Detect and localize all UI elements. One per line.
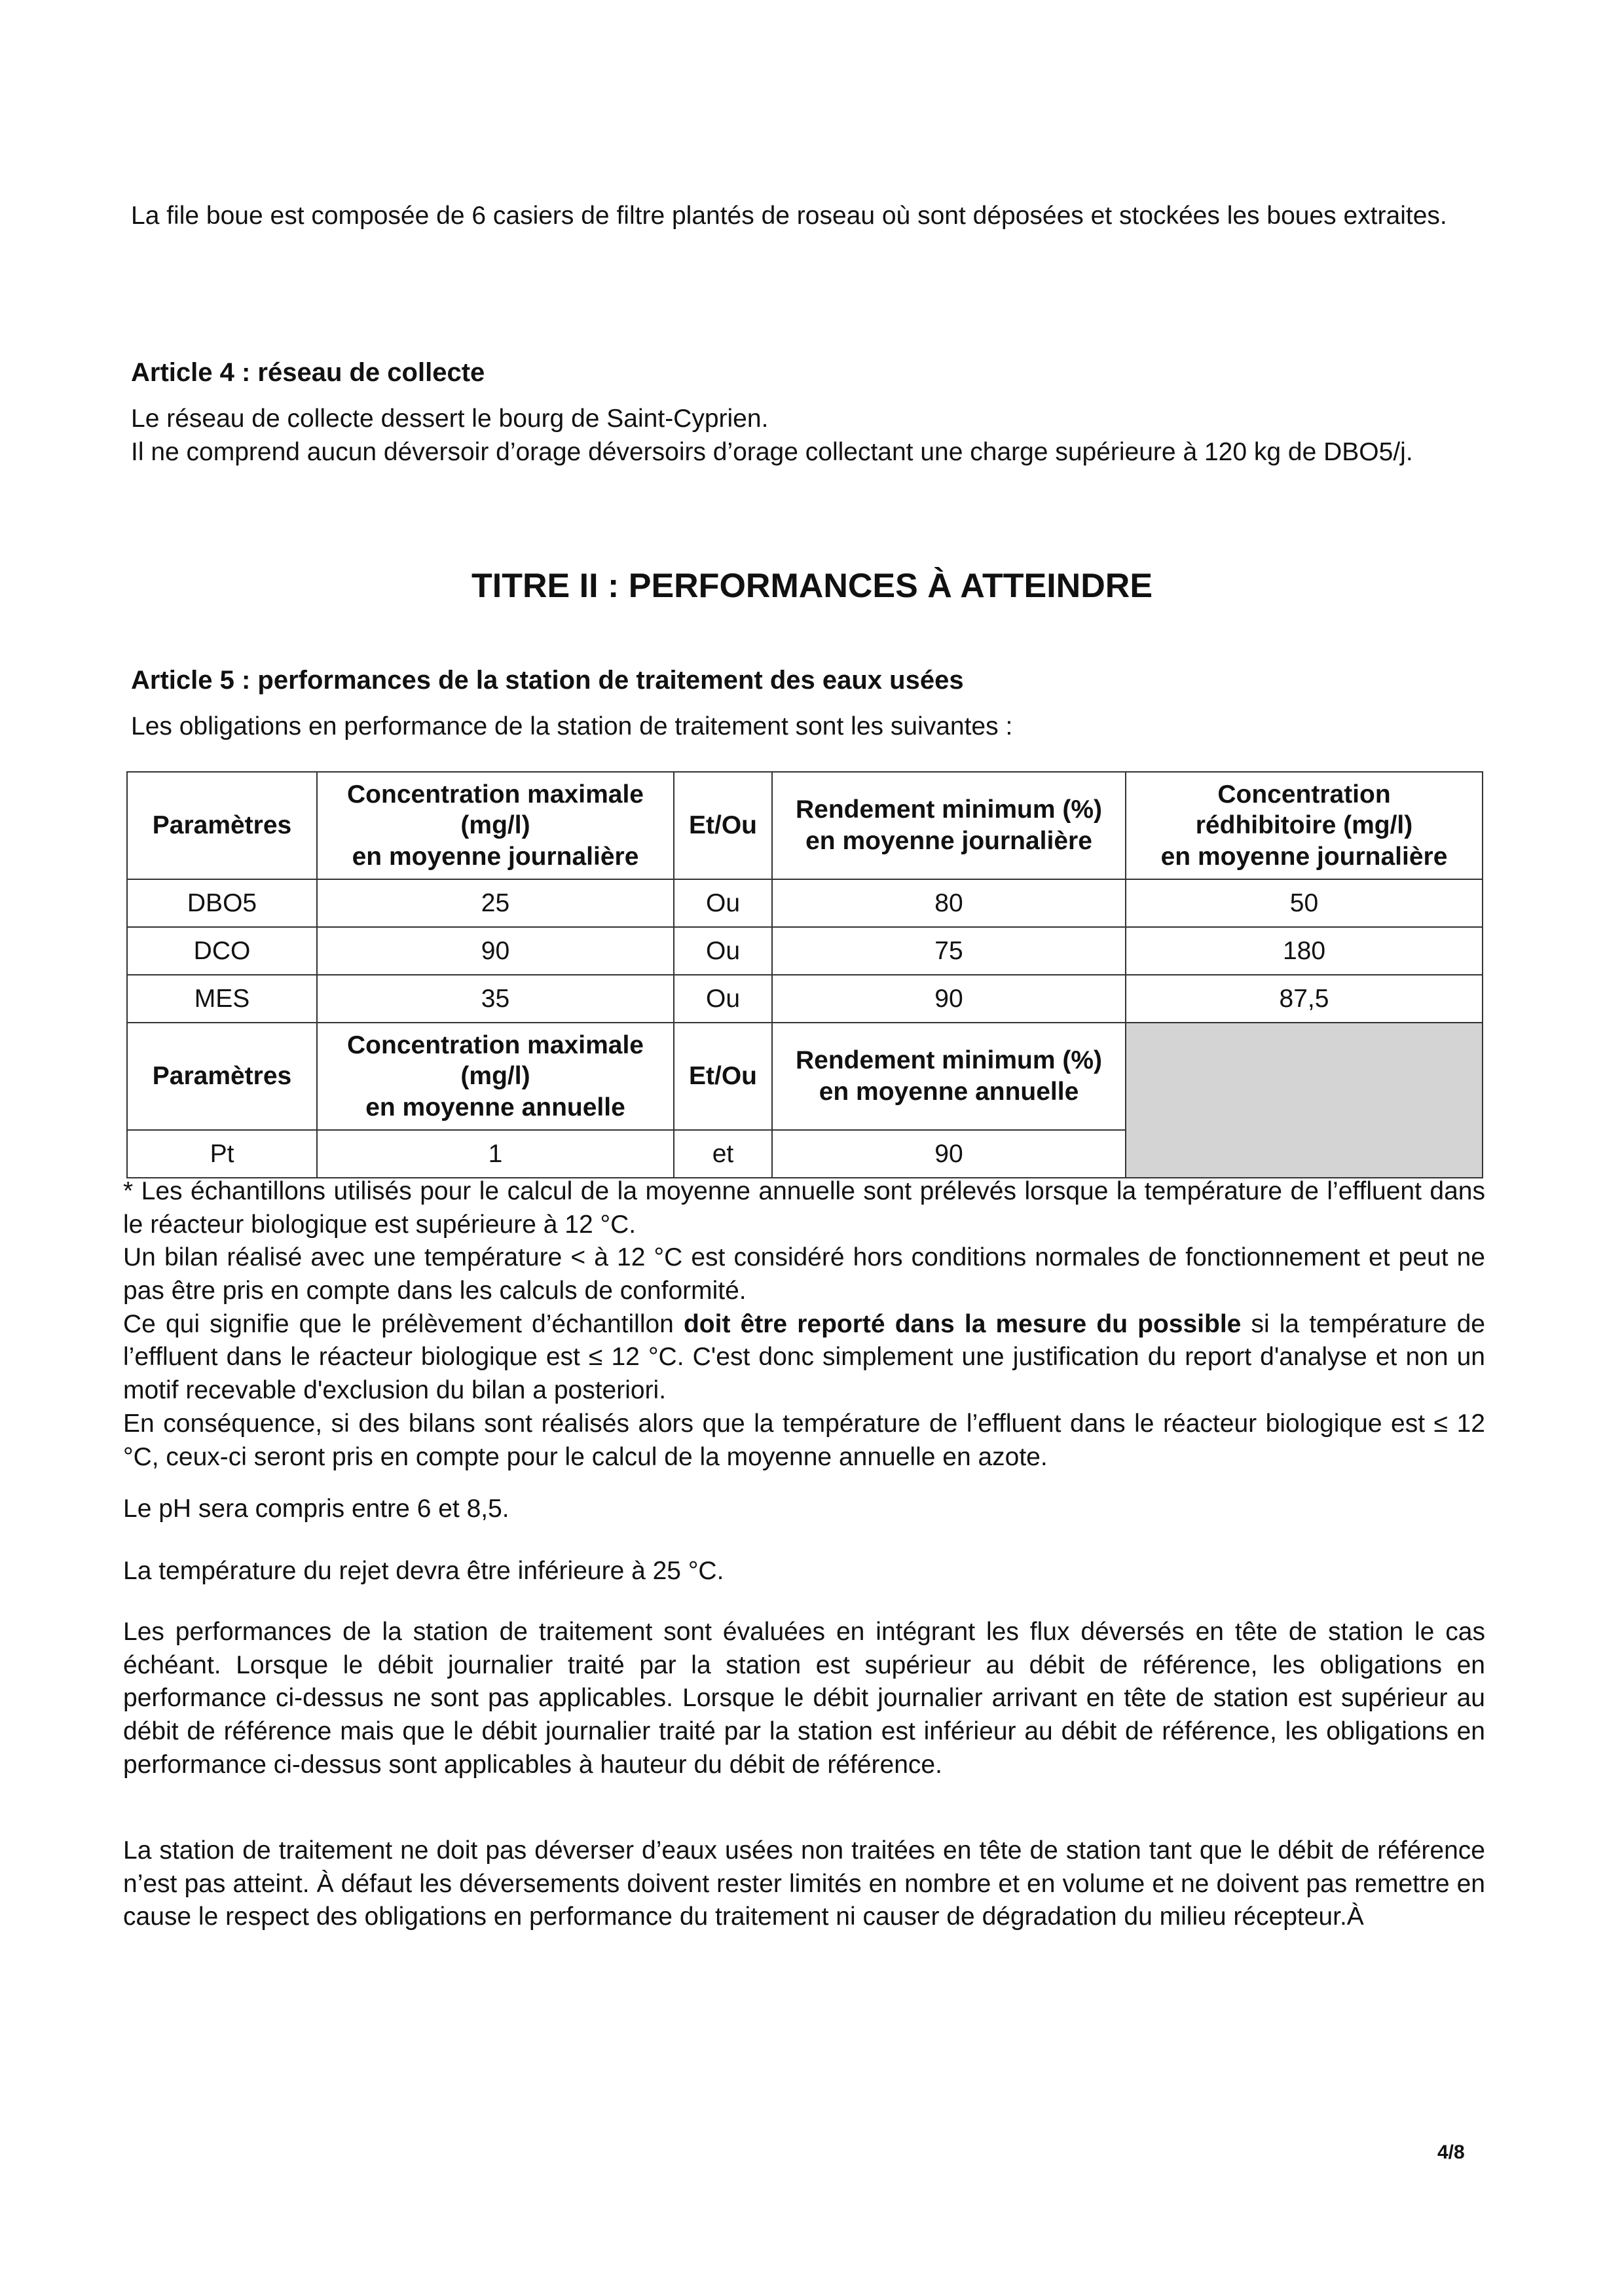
deversement-paragraph: La station de traitement ne doit pas déverser d’eaux usées non traitées en tête de station tant que le débit de référence n’est pas atteint. À défaut les déversements doivent rester limités en nombre et en volume et ne doivent pas remettre en cause le respect des obligations en performance du traitement ni causer de dégradation du milieu récepteur.À — [123, 1836, 1485, 1931]
page-number: 4/8 — [1437, 2141, 1465, 2163]
header-rendement-annual-line-2: en moyenne annuelle — [819, 1078, 1079, 1106]
cell-redhibitoire: 50 — [1126, 879, 1483, 927]
deversement-section — [123, 1834, 1485, 1934]
cell-rendement: 80 — [772, 879, 1126, 927]
cell-param: DBO5 — [127, 879, 317, 927]
header-redhibitoire-line-1: Concentration — [1217, 780, 1391, 809]
ph-paragraph: Le pH sera compris entre 6 et 8,5. — [123, 1495, 509, 1523]
header-concentration-line-1: Concentration maximale — [347, 780, 644, 809]
header-concentration-line-2: (mg/l) — [460, 811, 530, 840]
note-prelevement-bold: doit être reporté dans la mesure du possible — [683, 1309, 1242, 1338]
article-4-line-1: Le réseau de collecte dessert le bourg de Saint-Cyprien. — [131, 405, 769, 433]
header-param: Paramètres — [127, 772, 317, 879]
cell-rendement: 90 — [772, 975, 1126, 1023]
header-rendement — [772, 772, 1126, 879]
cell-etou: Ou — [674, 927, 772, 975]
article-5-section — [131, 663, 1486, 744]
shaded-empty-cell — [1126, 1023, 1483, 1178]
header-concentration-line-3: en moyenne journalière — [352, 842, 639, 871]
header-param-annual: Paramètres — [127, 1023, 317, 1130]
cell-concentration: 35 — [317, 975, 674, 1023]
note-echantillons: * Les échantillons utilisés pour le calcul de la moyenne annuelle sont prélevés lorsque la température de l’effluent dans le réacteur biologique est supérieure à 12 °C. — [123, 1177, 1485, 1239]
table-row — [127, 879, 1483, 927]
performances-paragraph: Les performances de la station de traitement sont évaluées en intégrant les flux déversés en tête de station le cas échéant. Lorsque le débit journalier traité par la station est supérieur au débit de référence, les obligations en performance ci-dessus ne sont pas applicables. Lorsque le débit journalier arrivant en tête de station est supérieur au débit de référence mais que le débit journalier traité par la station est inférieur au débit de référence, les obligations en performance ci-dessus sont applicables à hauteur du débit de référence. — [123, 1618, 1485, 1779]
cell-etou: Ou — [674, 879, 772, 927]
article-5-intro: Les obligations en performance de la station de traitement sont les suivantes : — [131, 712, 1013, 740]
table-header-annual — [127, 1023, 1483, 1130]
cell-concentration: 90 — [317, 927, 674, 975]
header-rendement-annual-line-1: Rendement minimum (%) — [795, 1046, 1103, 1075]
titre-ii-heading: TITRE II : PERFORMANCES À ATTEINDRE — [471, 567, 1153, 605]
note-prelevement-text-b: si la température de l’effluent dans le réacteur biologique est ≤ 12 °C. C'est donc simplement une justification du report d'analyse et non un motif recevable d'exclusion du bilan a posteriori. — [123, 1309, 1485, 1405]
header-etou-annual: Et/Ou — [674, 1023, 772, 1130]
cell-param: DCO — [127, 927, 317, 975]
file-boue-section — [131, 200, 1486, 233]
temperature-paragraph: La température du rejet devra être inférieure à 25 °C. — [123, 1557, 724, 1585]
header-etou: Et/Ou — [674, 772, 772, 879]
header-rendement-line-1: Rendement minimum (%) — [795, 795, 1103, 824]
header-rendement-annual — [772, 1023, 1126, 1130]
article-5-heading: Article 5 : performances de la station de traitement des eaux usées — [131, 666, 964, 695]
header-redhibitoire-line-2: rédhibitoire (mg/l) — [1195, 811, 1413, 840]
cell-redhibitoire: 87,5 — [1126, 975, 1483, 1023]
table-header-daily — [127, 772, 1483, 879]
header-rendement-line-2: en moyenne journalière — [805, 827, 1092, 855]
cell-param: Pt — [127, 1130, 317, 1178]
header-concentration — [317, 772, 674, 879]
notes-section — [123, 1175, 1485, 1474]
cell-etou: et — [674, 1130, 772, 1178]
header-redhibitoire — [1126, 772, 1483, 879]
article-4-section — [131, 355, 1486, 469]
cell-rendement: 90 — [772, 1130, 1126, 1178]
note-prelevement-text-a: Ce qui signifie que le prélèvement d’échantillon — [123, 1309, 684, 1338]
temperature-section — [123, 1555, 1479, 1588]
cell-rendement: 75 — [772, 927, 1126, 975]
header-concentration-annual — [317, 1023, 674, 1130]
note-consequence: En conséquence, si des bilans sont réalisés alors que la température de l’effluent dans le réacteur biologique est ≤ 12 °C, ceux-ci seront pris en compte pour le calcul de la moyenne annuelle en azote. — [123, 1409, 1485, 1471]
header-redhibitoire-line-3: en moyenne journalière — [1160, 842, 1448, 871]
note-bilan: Un bilan réalisé avec une température < à 12 °C est considéré hors conditions normales de fonctionnement et peut ne pas être pris en compte dans les calculs de conformité. — [123, 1243, 1485, 1305]
cell-concentration: 25 — [317, 879, 674, 927]
header-concentration-annual-line-3: en moyenne annuelle — [365, 1093, 625, 1121]
article-4-line-2: Il ne comprend aucun déversoir d’orage déversoirs d’orage collectant une charge supérieure à 120 kg de DBO5/j. — [131, 437, 1413, 466]
table-row — [127, 975, 1483, 1023]
article-4-heading: Article 4 : réseau de collecte — [131, 358, 485, 387]
cell-param: MES — [127, 975, 317, 1023]
file-boue-paragraph: La file boue est composée de 6 casiers de filtre plantés de roseau où sont déposées et stockées les boues extraites. — [131, 202, 1447, 230]
performance-table — [126, 771, 1483, 1178]
ph-section — [123, 1493, 1479, 1526]
cell-redhibitoire: 180 — [1126, 927, 1483, 975]
note-prelevement — [123, 1308, 1485, 1408]
header-concentration-annual-line-2: (mg/l) — [460, 1062, 530, 1091]
performances-section — [123, 1616, 1485, 1781]
cell-concentration: 1 — [317, 1130, 674, 1178]
cell-etou: Ou — [674, 975, 772, 1023]
header-concentration-annual-line-1: Concentration maximale — [347, 1030, 644, 1059]
table-row — [127, 927, 1483, 975]
